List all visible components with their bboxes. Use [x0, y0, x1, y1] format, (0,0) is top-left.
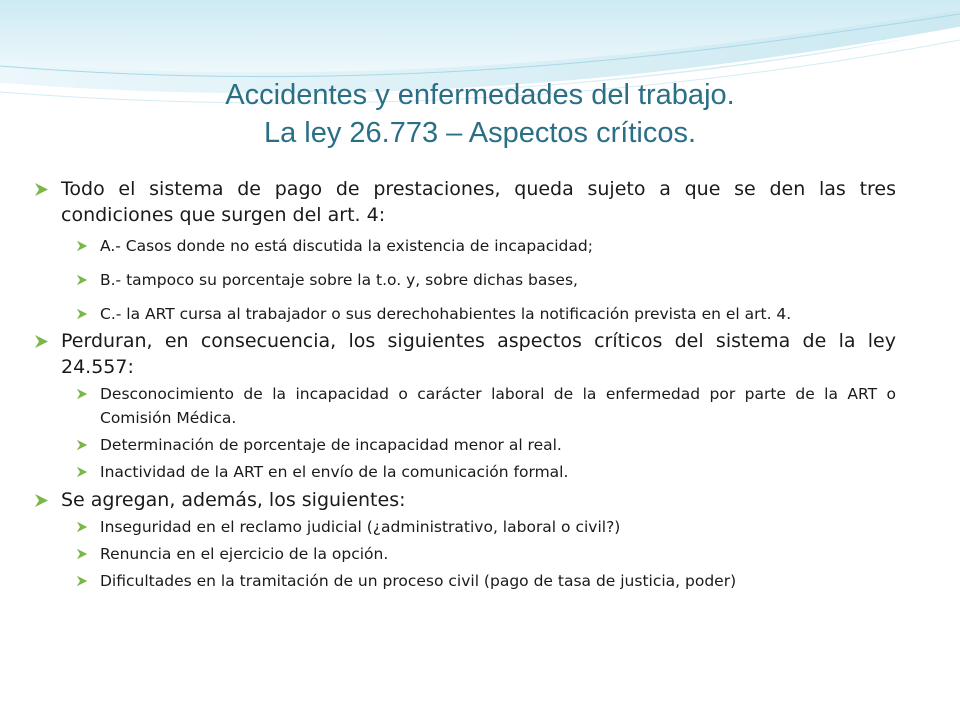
arrow-bullet-icon [34, 487, 49, 513]
sub-bullet-3a-text: Inseguridad en el reclamo judicial (¿administrativo, laboral o civil?) [100, 518, 621, 536]
arrow-bullet-icon [76, 302, 91, 326]
sub-bullet-3b [34, 542, 896, 566]
sub-bullet-3c [34, 569, 896, 593]
arrow-bullet-icon [76, 234, 91, 258]
sub-bullet-3b-text: Renuncia en el ejercicio de la opción. [100, 545, 389, 563]
bullet-1 [34, 176, 896, 228]
sub-bullet-2b-text: Determinación de porcentaje de incapacidad menor al real. [100, 436, 562, 454]
sub-bullet-1c [34, 302, 896, 326]
bullet-2 [34, 328, 896, 380]
arrow-bullet-icon [76, 460, 91, 484]
sub-bullet-3c-text: Dificultades en la tramitación de un proceso civil (pago de tasa de justicia, poder) [100, 572, 737, 590]
bullet-3 [34, 487, 896, 513]
sub-bullet-1a [34, 234, 896, 258]
sub-bullet-2a-text: Desconocimiento de la incapacidad o carácter laboral de la enfermedad por parte de la ART o Comisión Médica. [100, 385, 896, 427]
bullet-3-text: Se agregan, además, los siguientes: [61, 489, 406, 511]
bullet-2-text: Perduran, en consecuencia, los siguientes aspectos críticos del sistema de la ley 24.557: [61, 330, 896, 378]
arrow-bullet-icon [76, 542, 91, 566]
arrow-bullet-icon [76, 515, 91, 539]
sub-bullet-2b [34, 433, 896, 457]
sub-bullet-2a [34, 382, 896, 430]
sub-bullet-1c-text: C.- la ART cursa al trabajador o sus derechohabientes la notificación prevista en el art. 4. [100, 305, 792, 323]
arrow-bullet-icon [34, 328, 49, 354]
bullet-1-text: Todo el sistema de pago de prestaciones, queda sujeto a que se den las tres condiciones que surgen del art. 4: [61, 178, 896, 226]
arrow-bullet-icon [76, 268, 91, 292]
sub-bullet-3a [34, 515, 896, 539]
arrow-bullet-icon [76, 569, 91, 593]
slide-content [34, 176, 896, 593]
arrow-bullet-icon [76, 433, 91, 457]
slide-title-line1: Accidentes y enfermedades del trabajo. [225, 79, 735, 111]
sub-bullet-2c-text: Inactividad de la ART en el envío de la comunicación formal. [100, 463, 569, 481]
sub-bullet-1a-text: A.- Casos donde no está discutida la existencia de incapacidad; [100, 237, 593, 255]
arrow-bullet-icon [76, 382, 91, 406]
arrow-bullet-icon [34, 176, 49, 202]
sub-bullet-1b [34, 268, 896, 292]
slide-title [0, 76, 960, 152]
slide-title-line2: La ley 26.773 – Aspectos críticos. [263, 117, 697, 149]
sub-bullet-1b-text: B.- tampoco su porcentaje sobre la t.o. y, sobre dichas bases, [100, 271, 578, 289]
sub-bullet-2c [34, 460, 896, 484]
